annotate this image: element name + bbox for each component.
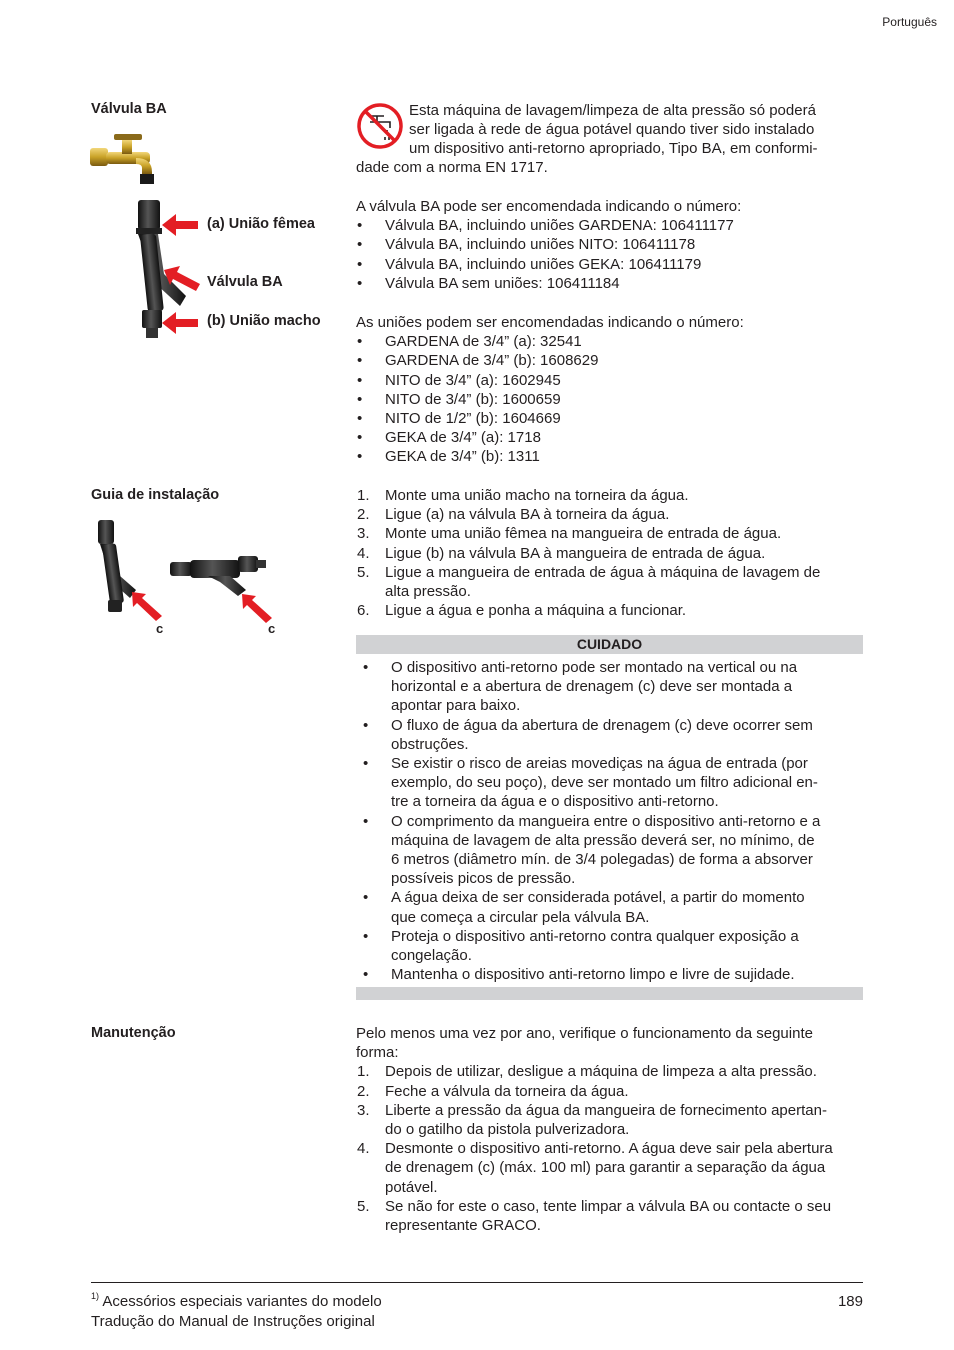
caution-list (362, 658, 857, 984)
no-drinking-water-icon (356, 102, 404, 150)
figure-label-female-union: (a) União fêmea (207, 216, 315, 232)
section-title-ba-valve: Válvula BA (91, 101, 167, 117)
figure-label-drain-c: c (268, 621, 276, 636)
list-item: Se não for este o caso, tente limpar a válvula BA ou contacte o seu representante GRACO. (385, 1197, 832, 1235)
section-title-maintenance: Manutenção (91, 1025, 176, 1041)
list-item: • GARDENA de 3/4” (b): 1608629 (356, 351, 866, 370)
footnote (91, 1293, 382, 1310)
ba-order-list (356, 216, 866, 293)
list-item: • O comprimento da mangueira entre o dispositivo anti-retorno e a máquina de lavagem de alta pressão deverá ser, no mínimo, de 6 metros (diâmetro mín. de 3/4 polegadas) de forma a absorver possíveis picos de pressão. (362, 812, 857, 889)
list-item: Desmonte o dispositivo anti-retorno. A água deve sair pela abertura de drenagem (c) (máx. 100 ml) para garantir a separação da água potável. (385, 1140, 833, 1196)
red-arrow-icon (162, 262, 202, 294)
caution-footer-bar (356, 987, 863, 1000)
footer-subtitle: Tradução do Manual de Instruções original (91, 1313, 375, 1330)
list-item: Monte uma união fêmea na mangueira de entrada de água. (385, 525, 782, 543)
list-item: Ligue (b) na válvula BA à mangueira de entrada de água. (385, 544, 766, 562)
ba-order-block (356, 197, 866, 293)
unions-intro: As uniões podem ser encomendadas indicando o número: (356, 314, 744, 331)
red-arrow-icon (130, 590, 164, 622)
list-item: Ligue (a) na válvula BA à torneira da água. (385, 506, 670, 524)
page-number: 189 (837, 1293, 863, 1310)
red-arrow-icon (160, 212, 200, 238)
tap-icon (90, 134, 154, 184)
list-item: • NITO de 1/2” (b): 1604669 (356, 409, 866, 428)
figure-label-ba-valve: Válvula BA (207, 274, 283, 290)
step-line: alta pressão. (385, 583, 471, 601)
section-title-installation: Guia de instalação (91, 487, 220, 503)
installation-steps (356, 486, 866, 620)
unions-list (356, 332, 866, 466)
footnote-marker: 1) (91, 1291, 100, 1301)
red-arrow-icon (240, 592, 274, 624)
unions-order-block (356, 313, 866, 467)
ba-intro-line-4: dade com a norma EN 1717. (356, 159, 548, 176)
step-line: Ligue a mangueira de entrada de água à máquina de lavagem de (385, 563, 821, 581)
list-item: Monte uma união macho na torneira da água. (385, 487, 689, 504)
list-item: Feche a válvula da torneira da água. (385, 1082, 629, 1100)
figure-label-male-union: (b) União macho (207, 313, 321, 329)
list-item: • Mantenha o dispositivo anti-retorno limpo e livre de sujidade. (362, 965, 857, 984)
list-item: • Se existir o risco de areias movediças na água de entrada (por exemplo, do seu poço), deve ser montado um filtro adicional en- tre a torneira da água e o dispositivo anti-retorno. (362, 754, 857, 812)
list-item: Ligue a água e ponha a máquina a funcionar. (385, 602, 687, 620)
ba-order-intro: A válvula BA pode ser encomendada indicando o número: (356, 198, 742, 215)
list-item: • GEKA de 3/4” (b): 1311 (356, 447, 866, 466)
list-item: • Válvula BA, incluindo uniões NITO: 106411178 (356, 235, 866, 254)
list-item: • NITO de 3/4” (b): 1600659 (356, 390, 866, 409)
maintenance-intro: Pelo menos uma vez por ano, verifique o funcionamento da seguinte forma: (356, 1025, 813, 1062)
list-item: • Válvula BA sem uniões: 106411184 (356, 274, 866, 293)
list-item: • NITO de 3/4” (a): 1602945 (356, 371, 866, 390)
list-item: Liberte a pressão da água da mangueira de fornecimento apertan- do o gatilho da pistola pulverizadora. (385, 1101, 827, 1139)
list-item: • O dispositivo anti-retorno pode ser montado na vertical ou na horizontal e a abertura de drenagem (c) deve ser montada a apontar para baixo. (362, 658, 857, 716)
list-item: • A água deixa de ser considerada potável, a partir do momento que começa a circular pela válvula BA. (362, 888, 857, 926)
maintenance-steps (356, 1062, 866, 1235)
list-item: • Válvula BA, incluindo uniões GARDENA: 106411177 (356, 216, 866, 235)
page-language: Português (882, 15, 937, 29)
list-item: • Proteja o dispositivo anti-retorno contra qualquer exposição a congelação. (362, 927, 857, 965)
list-item: Depois de utilizar, desligue a máquina de limpeza a alta pressão. (385, 1063, 817, 1081)
list-item: • GEKA de 3/4” (a): 1718 (356, 428, 866, 447)
list-item (356, 563, 866, 601)
ba-intro-line-3: um dispositivo anti-retorno apropriado, Tipo BA, em conformi- (409, 140, 818, 157)
list-item: • O fluxo de água da abertura de drenagem (c) deve ocorrer sem obstruções. (362, 716, 857, 754)
maintenance-block (356, 1024, 866, 1235)
list-item: • GARDENA de 3/4” (a): 32541 (356, 332, 866, 351)
ba-intro-line-1: Esta máquina de lavagem/limpeza de alta pressão só poderá (409, 102, 816, 119)
ba-intro-line-2: ser ligada à rede de água potável quando tiver sido instalado (409, 121, 815, 138)
footer-divider (91, 1282, 863, 1283)
caution-header: CUIDADO (356, 635, 863, 654)
list-item: • Válvula BA, incluindo uniões GEKA: 106411179 (356, 255, 866, 274)
figure-label-drain-c: c (156, 621, 164, 636)
red-arrow-icon (160, 310, 200, 336)
footnote-text: Acessórios especiais variantes do modelo (102, 1293, 382, 1310)
